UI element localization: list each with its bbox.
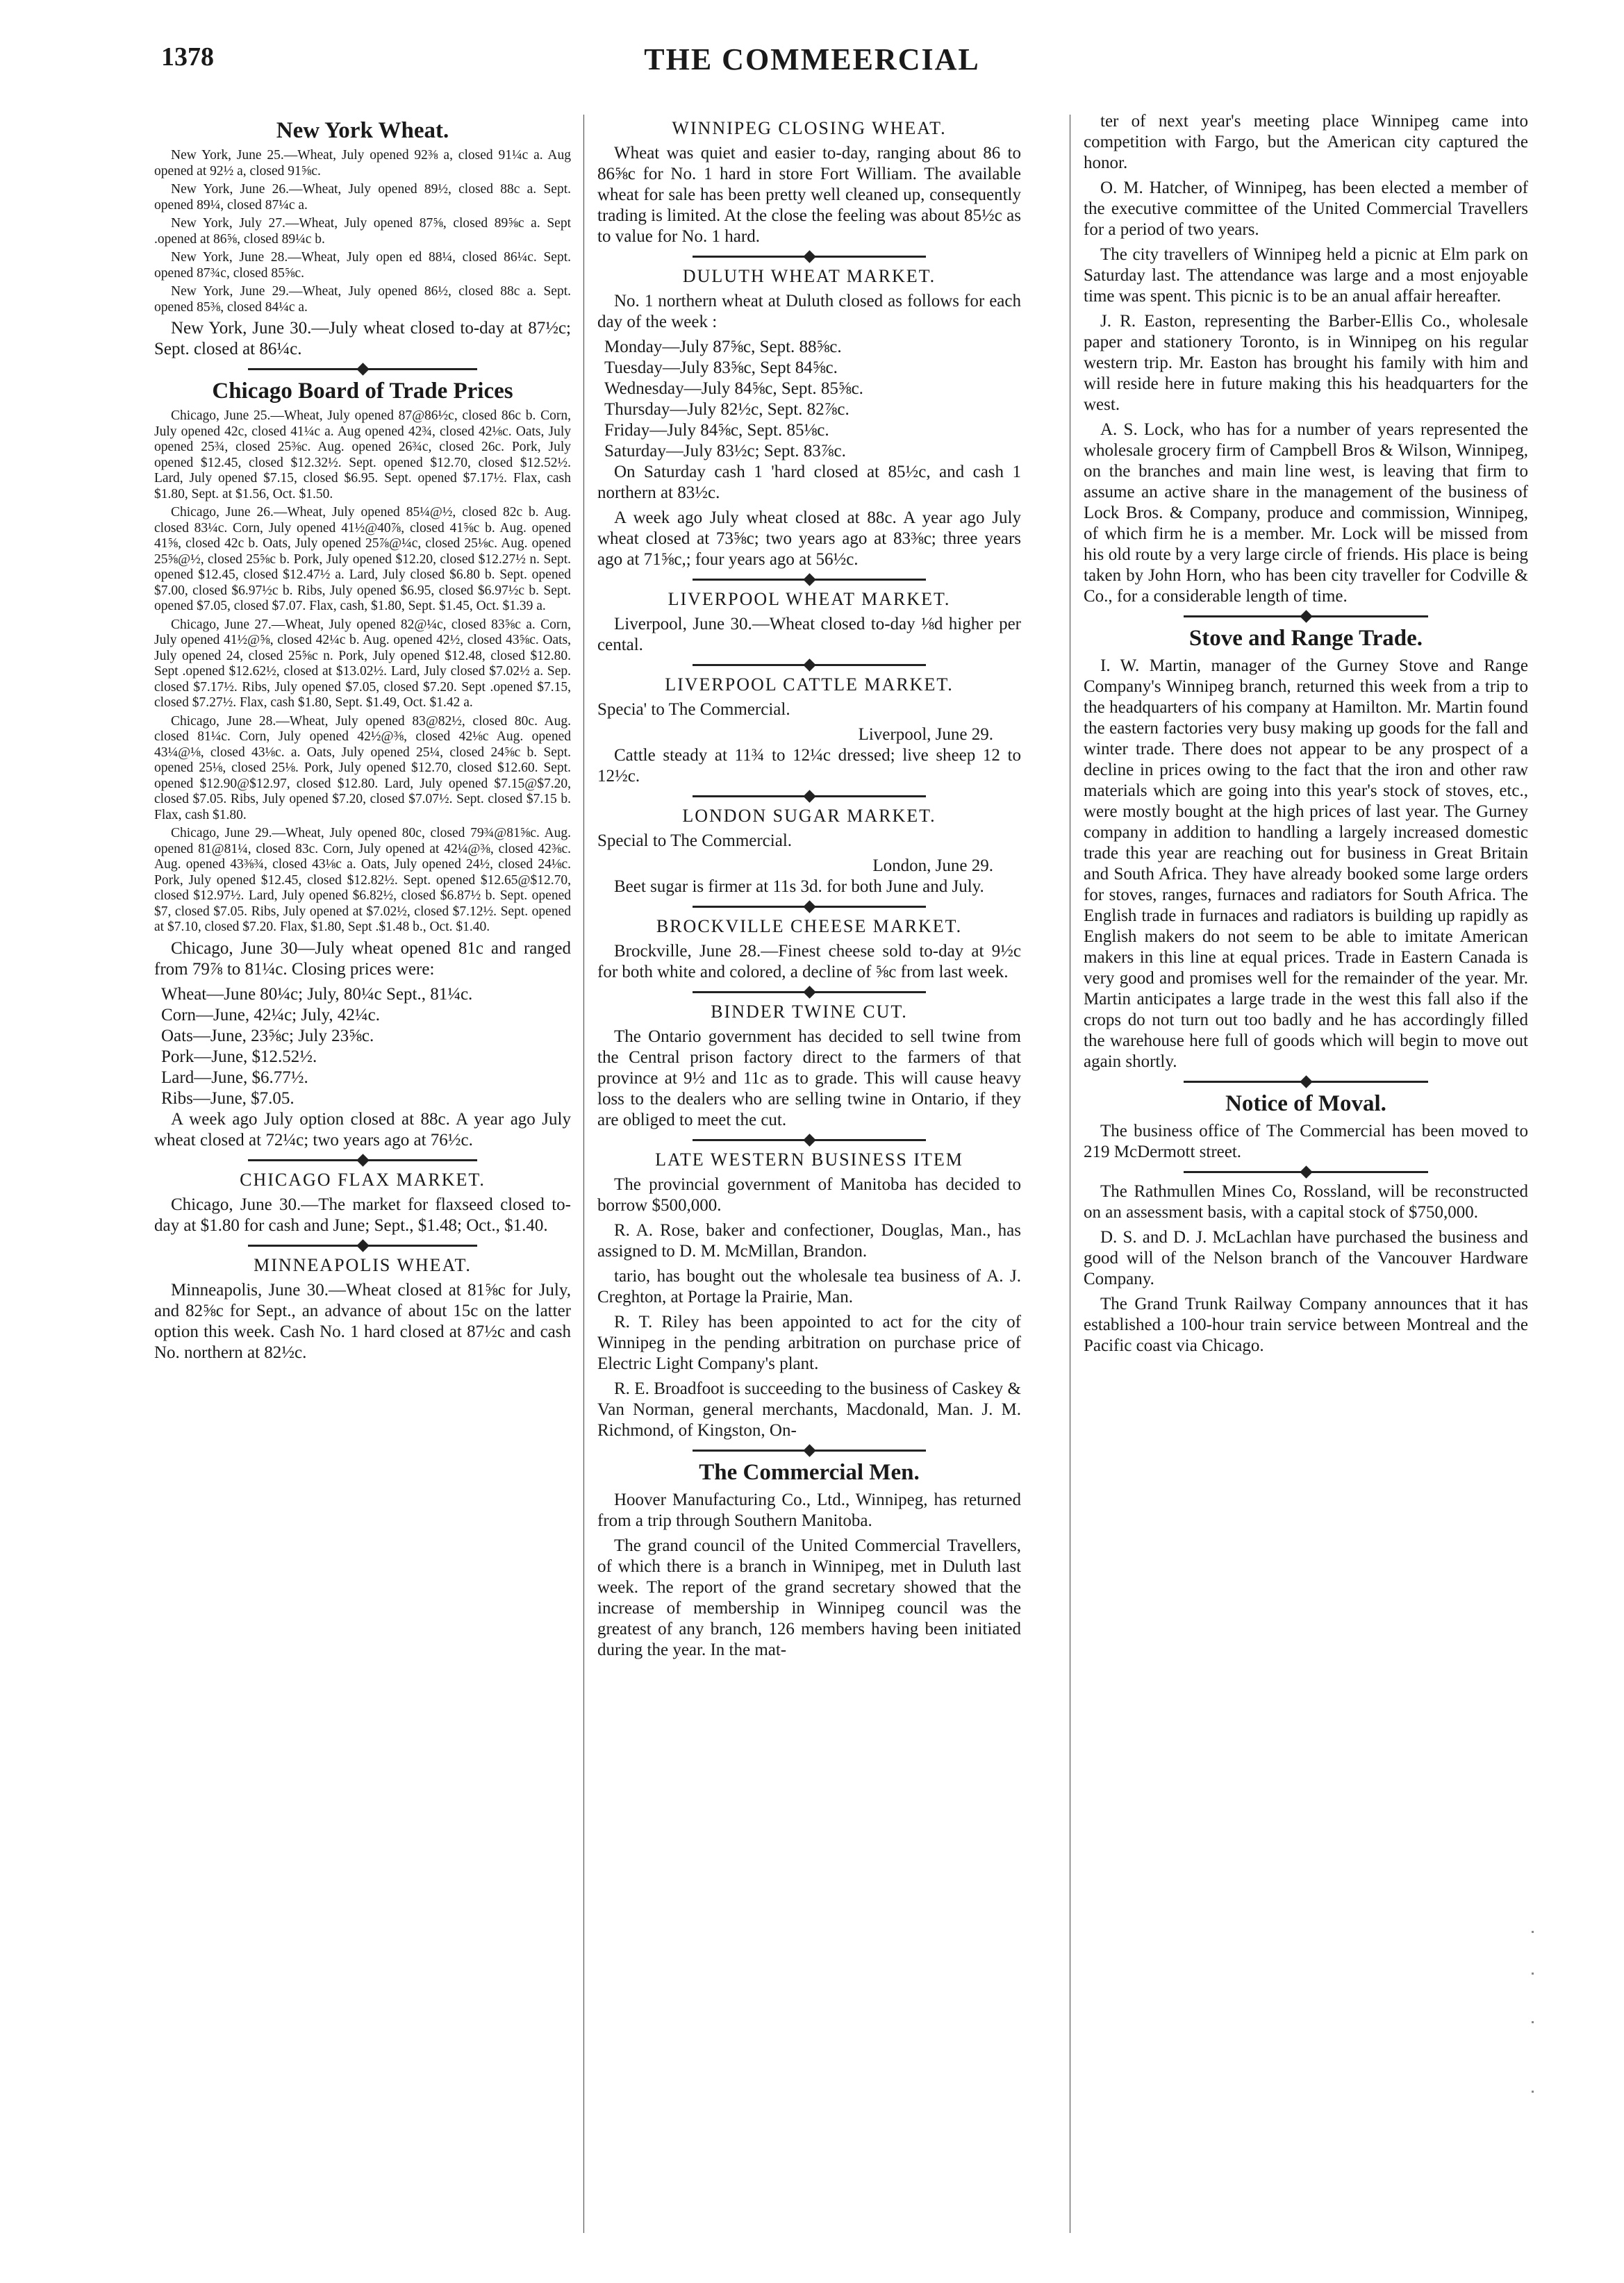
article xyxy=(1084,1081,1528,1163)
article-paragraph: Beet sugar is firmer at 11s 3d. for both June and July. xyxy=(614,877,984,896)
article-paragraph: New York, June 26.—Wheat, July opened 89½, closed 88c a. Sept. opened 89¼, closed 87¼c a. xyxy=(154,182,571,213)
article xyxy=(597,118,1021,247)
article-paragraph: Liverpool, June 30.—Wheat closed to-day ⅛d higher per cental. xyxy=(597,615,1021,654)
article xyxy=(597,991,1021,1131)
price-line: Thursday—July 82½c, Sept. 82⅞c. xyxy=(604,400,850,419)
section-rule xyxy=(693,579,926,581)
article-paragraph: A week ago July wheat closed at 88c. A year ago July wheat closed at 73⅝c; two years ago at 83⅜c; three years ago at 71⅝c,; four years ago at 56½c. xyxy=(597,508,1021,569)
section-rule xyxy=(693,1450,926,1452)
column-1 xyxy=(154,111,571,1368)
special-note: Special to The Commercial. xyxy=(597,831,793,850)
article-paragraph: Chicago, June 30.—The market for flaxseed closed to-day at $1.80 for cash and June; Sept., $1.48; Oct., $1.40. xyxy=(154,1195,571,1235)
price-line: Corn—June, 42¼c; July, 42¼c. xyxy=(161,1005,381,1024)
section-rule xyxy=(248,1245,477,1247)
article-paragraph: R. E. Broadfoot is succeeding to the business of Caskey & Van Norman, general merchants, Macdonald, Man. J. M. Richmond, of Kingston, On- xyxy=(597,1379,1021,1440)
article-headline: Chicago Board of Trade Prices xyxy=(212,379,513,404)
section-rule xyxy=(693,256,926,258)
section-rule xyxy=(693,991,926,993)
price-line: Monday—July 87⅝c, Sept. 88⅝c. xyxy=(604,338,842,356)
article-headline: BINDER TWINE CUT. xyxy=(711,1002,908,1022)
article-paragraph: A week ago July option closed at 88c. A year ago July wheat closed at 72¼c; two years ago at 76½c. xyxy=(154,1109,571,1149)
article-paragraph: The Grand Trunk Railway Company announces that it has established a 100-hour train service between Montreal and the Pacific coast via Chicago. xyxy=(1084,1295,1528,1355)
price-line: Tuesday—July 83⅝c, Sept 84⅝c. xyxy=(604,358,838,377)
column-2 xyxy=(597,111,1021,1665)
article-paragraph: The Rathmullen Mines Co, Rossland, will be reconstructed on an assessment basis, with a capital stock of $750,000. xyxy=(1084,1182,1528,1222)
article xyxy=(154,118,571,360)
newspaper-title: THE COMMEERCIAL xyxy=(644,42,980,76)
article-paragraph: tario, has bought out the wholesale tea business of A. J. Creghton, at Portage la Prairie, Man. xyxy=(597,1267,1021,1306)
price-line: Friday—July 84⅝c, Sept. 85⅛c. xyxy=(604,421,829,440)
article-paragraph: The business office of The Commercial has been moved to 219 McDermott street. xyxy=(1084,1122,1528,1161)
margin-speck xyxy=(1532,1973,1534,1975)
article xyxy=(1084,615,1528,1072)
article-headline: LIVERPOOL CATTLE MARKET. xyxy=(665,674,954,695)
article-paragraph: Brockville, June 28.—Finest cheese sold to-day at 9½c for both white and colored, a decline of ⅝c from last week. xyxy=(597,942,1021,981)
article-paragraph: J. R. Easton, representing the Barber-Ellis Co., wholesale paper and stationery Toronto, is in Winnipeg on his regular western trip. Mr. Easton has brought his family with him and will reside here in future making this his headquarters for the west. xyxy=(1084,312,1528,414)
column-3 xyxy=(1084,111,1528,1361)
article xyxy=(597,1450,1021,1661)
section-rule xyxy=(693,906,926,908)
margin-speck xyxy=(1532,2021,1534,2023)
article xyxy=(597,906,1021,983)
article-paragraph: D. S. and D. J. McLachlan have purchased the business and good will of the Nelson branch of the Vancouver Hardware Company. xyxy=(1084,1228,1528,1288)
article-paragraph: R. A. Rose, baker and confectioner, Douglas, Man., has assigned to D. M. McMillan, Brandon. xyxy=(597,1221,1021,1261)
article-paragraph: No. 1 northern wheat at Duluth closed as follows for each day of the week : xyxy=(597,292,1021,331)
article-paragraph: O. M. Hatcher, of Winnipeg, has been elected a member of the executive committee of the United Commercial Travellers for a period of two years. xyxy=(1084,179,1528,239)
price-line: Lard—June, $6.77½. xyxy=(161,1068,308,1087)
article-headline: Stove and Range Trade. xyxy=(1188,626,1423,651)
price-line: Ribs—June, $7.05. xyxy=(161,1088,295,1108)
article-paragraph: Chicago, June 27.—Wheat, July opened 82@¼c, closed 83⅝c a. Corn, July opened 41½@⅝, closed 42¼c b. Aug. opened 42½, closed 43⅝c. Oats, July opened 24, closed 25⅝c n. Pork, July opened $12.48, closed $12.80. Sept .opened $12.62½, closed at $13.02½. Lard, July closed $7.02½ a. Sep. closed $7.17½. Ribs, July opened $7.05, closed $7.20. Sept .opened $7.15, closed $7.27½. Flax, cash $1.80, Sept. $1.49, Oct. $1.42 a. xyxy=(154,617,571,710)
page-number: 1378 xyxy=(161,42,214,72)
article-paragraph: New York, July 27.—Wheat, July opened 87⅝, closed 89⅝c a. Sept .opened at 86⅝, closed 89¼c b. xyxy=(154,216,571,247)
article-paragraph: New York, June 30.—July wheat closed to-day at 87½c; Sept. closed at 86¼c. xyxy=(154,319,571,358)
article-paragraph: On Saturday cash 1 'hard closed at 85½c, and cash 1 northern at 83½c. xyxy=(597,463,1021,502)
article xyxy=(1084,1171,1528,1356)
article-paragraph: Chicago, June 25.—Wheat, July opened 87@86½c, closed 86c b. Corn, July opened 42c, closed 41¼c a. Aug opened 42¾, closed 42⅛c. Oats, July opened 25¾, closed 25⅜c. Aug. opened 26¾c, closed 26c. Pork, July opened $12.45, closed $12.32½. Sept. opened $12.70, closed $12.52½. Lard, July opened $7.15, closed $6.95. Sept. opened $7.17½. Flax, cash $1.80, Sept. at $1.56, Oct. $1.50. xyxy=(154,408,571,501)
price-line: Oats—June, 23⅝c; July 23⅝c. xyxy=(161,1026,374,1045)
article-paragraph: Chicago, June 28.—Wheat, July opened 83@82½, closed 80c. Aug. closed 81¼c. Corn, July opened 42½@⅜, closed 42⅛c Aug. opened 43¼@⅛, closed 43⅛c. a. Oats, July opened 25¼, closed 24⅝c b. Sept. opened 25⅛, closed 25⅛. Pork, July opened $12.70, closed $12.60. Sept. opened $12.90@$12.97, closed $12.80. Lard, July opened $7.15@$7.20, closed $7.05. Ribs, July opened $7.20, closed $7.07½. Sept. closed $7.15 b. Flax, cash $1.80. xyxy=(154,713,571,822)
dateline: London, June 29. xyxy=(872,856,993,875)
article-paragraph: Wheat was quiet and easier to-day, ranging about 86 to 86⅝c for No. 1 hard in store Fort William. The available wheat for sale has been pretty well cleaned up, consequently trading is limited. At the close the feeling was about 85½c as to value for No. 1 hard. xyxy=(597,144,1021,246)
section-rule xyxy=(248,1159,477,1161)
article-paragraph: Cattle steady at 11¾ to 12¼c dressed; live sheep 12 to 12½c. xyxy=(597,746,1021,786)
article-paragraph: The grand council of the United Commercial Travellers, of which there is a branch in Winnipeg, met in Duluth last week. The report of the grand secretary showed that the increase of membership in Winnipeg council was the greatest of any branch, 126 members having been initiated during the year. In the mat- xyxy=(597,1536,1021,1659)
article xyxy=(154,368,571,1151)
price-line: Saturday—July 83½c; Sept. 83⅞c. xyxy=(604,442,846,460)
article-paragraph: I. W. Martin, manager of the Gurney Stove and Range Company's Winnipeg branch, returned this week from a trip to the headquarters of his company at Hamilton. Mr. Martin found the eastern factories very busy making up goods for the fall and winter trade. There does not appear to be any prospect of a decline in prices owing to the fact that the iron and other raw materials which are going into this year's stock of stoves, etc., were mostly bought at the high prices of last year. The Gurney company in addition to handling a largely increased domestic trade this year are reaching out for business in Great Britain and South Africa. They have already booked some large orders for stoves, ranges, furnaces and radiators for South Africa. The English trade in furnaces and radiators is building up rapidly as English makers do not seem to be able to imitate American makers in this line at equal prices. Trade in Eastern Canada is very good and promises well for the remainder of the year. Mr. Martin anticipates a large trade in the west this fall also if the crops do not turn out too badly and he has accordingly filled the warehouse here full of goods which will begin to move out again shortly. xyxy=(1084,656,1528,1071)
article xyxy=(597,795,1021,897)
margin-speck xyxy=(1532,2091,1534,2093)
article-headline: MINNEAPOLIS WHEAT. xyxy=(254,1254,472,1275)
section-rule xyxy=(1184,1171,1428,1173)
column-divider xyxy=(583,115,584,2233)
article-headline: CHICAGO FLAX MARKET. xyxy=(240,1169,486,1190)
article-headline: Notice of Moval. xyxy=(1225,1091,1386,1116)
article-paragraph: The Ontario government has decided to sell twine from the Central prison factory direct to the farmers of that province at 9½ and 11c as to grade. This will cause heavy loss to the dealers who are selling twine in Ontario, if they are obliged to meet the cut. xyxy=(597,1027,1021,1129)
section-rule xyxy=(693,795,926,797)
section-rule xyxy=(1184,1081,1428,1083)
article-paragraph: The provincial government of Manitoba has decided to borrow $500,000. xyxy=(597,1175,1021,1215)
article-headline: DULUTH WHEAT MARKET. xyxy=(682,266,936,286)
article-paragraph: Chicago, June 26.—Wheat, July opened 85¼@½, closed 82c b. Aug. closed 83¼c. Corn, July opened 41½@40⅞, closed 41⅝c b. Aug. opened 41⅝, closed 42c b. Oats, July opened 25⅞@¼c, closed 25⅛c. Aug. opened 25⅝@½, closed 25⅝c b. Pork, July opened $12.20, closed $12.27½ n. Sept. opened $12.45, closed $12.47½ a. Lard, July closed $6.80 b. Sept. opened $7.00, closed $6.97½c b. Ribs, July opened $6.95, closed $6.97½c b. Sept. opened $7.05, closed $7.07. Flax, cash, $1.80, Sept. $1.45, Oct. $1.39 a. xyxy=(154,505,571,613)
section-rule xyxy=(693,664,926,666)
article-headline: New York Wheat. xyxy=(276,118,449,143)
section-rule xyxy=(248,368,477,370)
article-paragraph: Chicago, June 30—July wheat opened 81c and ranged from 79⅞ to 81¼c. Closing prices were: xyxy=(154,938,571,979)
article-paragraph: New York, June 29.—Wheat, July opened 86½, closed 88c a. Sept. opened 85⅜, closed 84¼c a. xyxy=(154,284,571,315)
price-line: Wednesday—July 84⅝c, Sept. 85⅝c. xyxy=(604,379,863,398)
article-paragraph: The city travellers of Winnipeg held a picnic at Elm park on Saturday last. The attendance was large and a most enjoyable time was spent. This picnic is to be an anual affair hereafter. xyxy=(1084,245,1528,306)
dateline: Liverpool, June 29. xyxy=(858,725,993,744)
article-headline: LIVERPOOL WHEAT MARKET. xyxy=(668,589,951,609)
article-headline: The Commercial Men. xyxy=(699,1460,920,1485)
article-paragraph: Minneapolis, June 30.—Wheat closed at 81⅝c for July, and 82⅝c for Sept., an advance of about 15c on the latter option this week. Cash No. 1 hard closed at 87½c and cash No. northern at 82½c. xyxy=(154,1280,571,1362)
article-paragraph: Hoover Manufacturing Co., Ltd., Winnipeg, has returned from a trip through Southern Manitoba. xyxy=(597,1491,1021,1530)
article-paragraph: R. T. Riley has been appointed to act for the city of Winnipeg in the pending arbitration on purchase price of Electric Light Company's plant. xyxy=(597,1313,1021,1373)
article xyxy=(597,579,1021,656)
margin-speck xyxy=(1532,1931,1534,1933)
article-paragraph: ter of next year's meeting place Winnipeg came into competition with Fargo, but the American city captured the honor. xyxy=(1084,112,1528,172)
article xyxy=(597,664,1021,787)
section-rule xyxy=(1184,615,1428,617)
article-headline: LONDON SUGAR MARKET. xyxy=(682,806,936,826)
article-paragraph: Chicago, June 29.—Wheat, July opened 80c, closed 79¾@81⅝c. Aug. opened 81@81¼, closed 83c. Corn, July opened at 42¼@⅜, closed 42⅜c. Aug. opened 43⅜¾, closed 43⅛c a. Oats, July opened 24½, closed 24⅛c. Pork, July opened $12.45, closed $12.82½. Sept. opened $12.65@$12.70, closed $12.97½. Lard, July opened $6.82½, closed $6.87½ b. Sept. opened $7, closed $7.05. Ribs, July opened at $7.02½, closed $7.12½. Sept. opened at $7.10, closed $7.20. Flax, $1.80, Sept .$1.48 b., Oct. $1.40. xyxy=(154,826,571,934)
special-note: Specia' to The Commercial. xyxy=(597,700,790,719)
price-line: Wheat—June 80¼c; July, 80¼c Sept., 81¼c. xyxy=(161,984,473,1004)
article xyxy=(1084,111,1528,607)
article-headline: WINNIPEG CLOSING WHEAT. xyxy=(672,118,947,138)
article xyxy=(154,1245,571,1363)
article xyxy=(154,1159,571,1236)
article-paragraph: New York, June 28.—Wheat, July open ed 88¼, closed 86¼c. Sept. opened 87¾c, closed 85⅝c. xyxy=(154,250,571,281)
article xyxy=(597,1139,1021,1441)
section-rule xyxy=(693,1139,926,1141)
page-header xyxy=(0,42,1624,104)
article-headline: LATE WESTERN BUSINESS ITEM xyxy=(655,1149,963,1170)
article-paragraph: A. S. Lock, who has for a number of years represented the wholesale grocery firm of Campbell Bros & Wilson, Winnipeg, on the branches and main line west, is leaving that firm to assume an active share in the management of the business of Lock Bros. & Company, produce and commission, Winnipeg, of which firm he is a member. Mr. Lock will be missed from his old route by a very large circle of friends. His place is being taken by John Horn, who has been city traveller for Codville & Co., for a considerable length of time. xyxy=(1084,420,1528,606)
article xyxy=(597,256,1021,570)
article-headline: BROCKVILLE CHEESE MARKET. xyxy=(656,916,963,936)
article-paragraph: New York, June 25.—Wheat, July opened 92⅜ a, closed 91¼c a. Aug opened at 92½ a, closed 91⅝c. xyxy=(154,148,571,179)
price-line: Pork—June, $12.52½. xyxy=(161,1047,317,1066)
